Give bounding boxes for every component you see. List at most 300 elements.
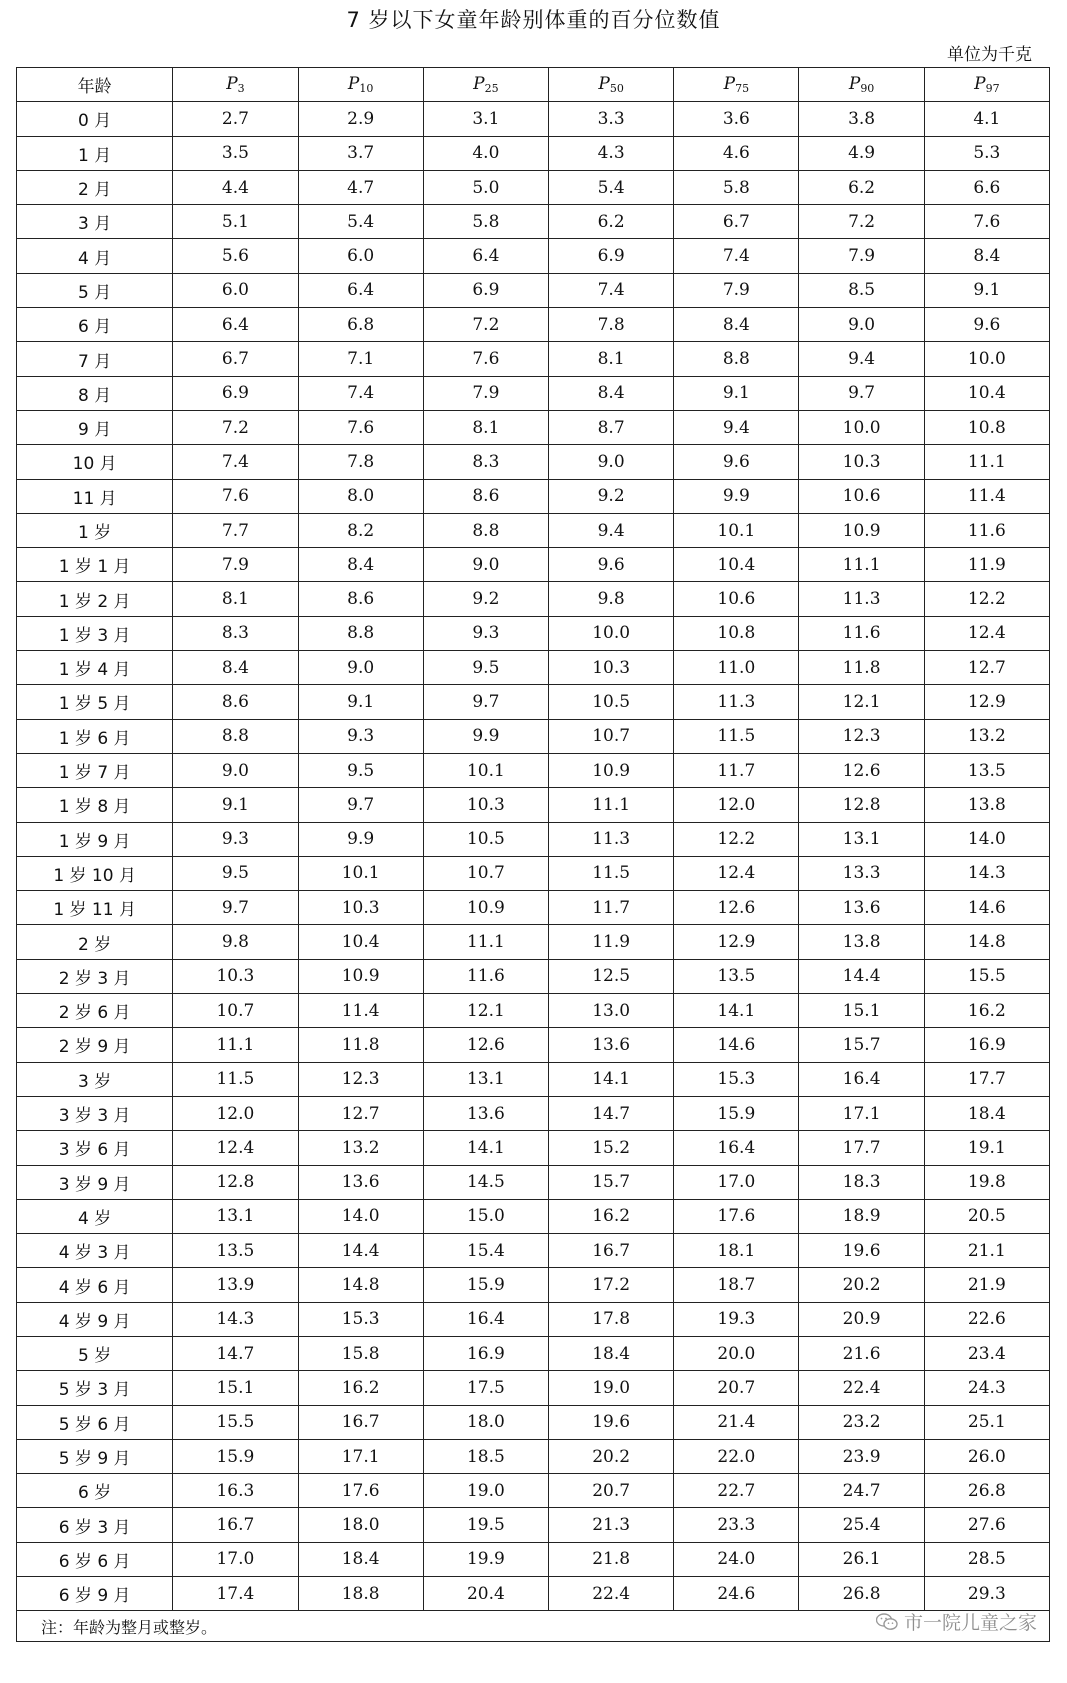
weight-value-cell: 15.4 [423, 1234, 548, 1268]
weight-value-cell: 22.4 [549, 1577, 674, 1611]
weight-value-cell: 8.8 [674, 342, 799, 376]
percentile-column-header [549, 68, 674, 102]
weight-value-cell: 8.4 [298, 548, 423, 582]
weight-value-cell: 7.9 [674, 273, 799, 307]
weight-value-cell: 9.1 [674, 376, 799, 410]
weight-value-cell: 15.9 [674, 1096, 799, 1130]
percentile-subscript: 25 [484, 82, 499, 96]
weight-value-cell: 18.4 [549, 1336, 674, 1370]
table-row [17, 1405, 1050, 1439]
weight-value-cell: 5.4 [549, 170, 674, 204]
weight-value-cell: 11.8 [799, 651, 924, 685]
weight-value-cell: 12.0 [674, 788, 799, 822]
weight-value-cell: 9.9 [674, 479, 799, 513]
table-row [17, 1371, 1050, 1405]
weight-value-cell: 22.6 [924, 1302, 1049, 1336]
weight-value-cell: 6.2 [549, 205, 674, 239]
weight-value-cell: 14.5 [423, 1165, 548, 1199]
weight-value-cell: 9.5 [173, 856, 298, 890]
weight-value-cell: 11.3 [799, 582, 924, 616]
weight-value-cell: 3.7 [298, 136, 423, 170]
percentile-column-header [173, 68, 298, 102]
weight-value-cell: 23.4 [924, 1336, 1049, 1370]
weight-value-cell: 13.1 [173, 1199, 298, 1233]
weight-value-cell: 9.7 [298, 788, 423, 822]
weight-value-cell: 5.4 [298, 205, 423, 239]
age-cell: 1 岁 6 月 [17, 719, 173, 753]
table-row [17, 822, 1050, 856]
weight-value-cell: 22.4 [799, 1371, 924, 1405]
table-row [17, 925, 1050, 959]
weight-value-cell: 20.2 [799, 1268, 924, 1302]
weight-value-cell: 6.2 [799, 170, 924, 204]
table-row [17, 479, 1050, 513]
weight-value-cell: 16.9 [924, 1028, 1049, 1062]
age-cell: 2 岁 [17, 925, 173, 959]
weight-value-cell: 19.9 [423, 1542, 548, 1576]
table-row [17, 273, 1050, 307]
percentile-subscript: 10 [359, 82, 374, 96]
weight-value-cell: 14.8 [924, 925, 1049, 959]
percentile-letter: P [598, 74, 610, 95]
weight-value-cell: 13.5 [173, 1234, 298, 1268]
weight-value-cell: 11.6 [423, 959, 548, 993]
table-row [17, 239, 1050, 273]
weight-value-cell: 17.5 [423, 1371, 548, 1405]
age-cell: 4 岁 3 月 [17, 1234, 173, 1268]
age-cell: 3 岁 9 月 [17, 1165, 173, 1199]
weight-value-cell: 9.5 [423, 651, 548, 685]
table-row [17, 1199, 1050, 1233]
weight-value-cell: 9.1 [173, 788, 298, 822]
weight-value-cell: 10.7 [173, 994, 298, 1028]
weight-value-cell: 5.3 [924, 136, 1049, 170]
weight-value-cell: 11.7 [674, 753, 799, 787]
weight-value-cell: 25.4 [799, 1508, 924, 1542]
percentile-subscript: 50 [609, 82, 624, 96]
weight-value-cell: 10.1 [674, 513, 799, 547]
weight-value-cell: 9.2 [549, 479, 674, 513]
percentile-column-header [924, 68, 1049, 102]
table-body [17, 102, 1050, 1642]
weight-value-cell: 11.9 [549, 925, 674, 959]
age-cell: 3 岁 6 月 [17, 1131, 173, 1165]
weight-value-cell: 9.0 [799, 308, 924, 342]
weight-value-cell: 8.6 [298, 582, 423, 616]
weight-value-cell: 7.6 [173, 479, 298, 513]
weight-value-cell: 6.7 [674, 205, 799, 239]
weight-value-cell: 10.1 [298, 856, 423, 890]
weight-value-cell: 21.4 [674, 1405, 799, 1439]
weight-value-cell: 23.2 [799, 1405, 924, 1439]
table-row [17, 616, 1050, 650]
weight-value-cell: 24.3 [924, 1371, 1049, 1405]
weight-value-cell: 9.6 [549, 548, 674, 582]
weight-value-cell: 5.0 [423, 170, 548, 204]
weight-value-cell: 17.7 [924, 1062, 1049, 1096]
weight-value-cell: 8.4 [549, 376, 674, 410]
table-row [17, 582, 1050, 616]
age-cell: 6 月 [17, 308, 173, 342]
weight-value-cell: 3.1 [423, 102, 548, 136]
weight-value-cell: 16.9 [423, 1336, 548, 1370]
weight-value-cell: 7.8 [298, 445, 423, 479]
weight-value-cell: 10.4 [924, 376, 1049, 410]
weight-value-cell: 12.9 [924, 685, 1049, 719]
weight-value-cell: 18.0 [298, 1508, 423, 1542]
table-row [17, 1028, 1050, 1062]
percentile-column-header [799, 68, 924, 102]
weight-value-cell: 10.9 [423, 891, 548, 925]
weight-value-cell: 12.5 [549, 959, 674, 993]
weight-value-cell: 9.3 [423, 616, 548, 650]
weight-value-cell: 10.9 [799, 513, 924, 547]
weight-value-cell: 19.0 [549, 1371, 674, 1405]
weight-value-cell: 9.0 [423, 548, 548, 582]
weight-value-cell: 11.5 [549, 856, 674, 890]
weight-value-cell: 17.7 [799, 1131, 924, 1165]
weight-value-cell: 22.7 [674, 1474, 799, 1508]
weight-value-cell: 8.4 [674, 308, 799, 342]
weight-value-cell: 11.4 [924, 479, 1049, 513]
weight-value-cell: 8.3 [423, 445, 548, 479]
weight-value-cell: 12.6 [799, 753, 924, 787]
percentile-column-header [674, 68, 799, 102]
weight-value-cell: 17.2 [549, 1268, 674, 1302]
percentile-subscript: 75 [735, 82, 750, 96]
weight-value-cell: 11.3 [674, 685, 799, 719]
weight-value-cell: 9.3 [173, 822, 298, 856]
weight-value-cell: 10.3 [423, 788, 548, 822]
weight-value-cell: 7.4 [674, 239, 799, 273]
weight-value-cell: 10.8 [674, 616, 799, 650]
weight-value-cell: 3.6 [674, 102, 799, 136]
weight-value-cell: 7.6 [298, 410, 423, 444]
weight-value-cell: 13.1 [799, 822, 924, 856]
weight-value-cell: 9.6 [924, 308, 1049, 342]
weight-value-cell: 12.1 [799, 685, 924, 719]
age-cell: 0 月 [17, 102, 173, 136]
weight-value-cell: 16.3 [173, 1474, 298, 1508]
weight-value-cell: 21.1 [924, 1234, 1049, 1268]
weight-value-cell: 13.6 [799, 891, 924, 925]
age-cell: 1 岁 [17, 513, 173, 547]
weight-value-cell: 8.6 [423, 479, 548, 513]
table-row [17, 1234, 1050, 1268]
weight-value-cell: 19.1 [924, 1131, 1049, 1165]
weight-value-cell: 16.7 [173, 1508, 298, 1542]
weight-value-cell: 14.1 [423, 1131, 548, 1165]
weight-value-cell: 12.3 [799, 719, 924, 753]
weight-value-cell: 12.4 [173, 1131, 298, 1165]
weight-value-cell: 12.6 [423, 1028, 548, 1062]
weight-value-cell: 19.6 [549, 1405, 674, 1439]
age-cell: 1 月 [17, 136, 173, 170]
weight-value-cell: 19.0 [423, 1474, 548, 1508]
weight-percentile-table [16, 67, 1050, 1642]
weight-value-cell: 9.0 [549, 445, 674, 479]
percentile-letter: P [723, 74, 736, 95]
weight-value-cell: 17.8 [549, 1302, 674, 1336]
weight-value-cell: 20.4 [423, 1577, 548, 1611]
weight-value-cell: 7.2 [423, 308, 548, 342]
weight-value-cell: 19.8 [924, 1165, 1049, 1199]
weight-value-cell: 6.7 [173, 342, 298, 376]
weight-value-cell: 9.4 [549, 513, 674, 547]
age-cell: 3 月 [17, 205, 173, 239]
table-row [17, 651, 1050, 685]
weight-value-cell: 15.5 [924, 959, 1049, 993]
age-cell: 1 岁 11 月 [17, 891, 173, 925]
weight-value-cell: 17.1 [298, 1439, 423, 1473]
weight-value-cell: 12.0 [173, 1096, 298, 1130]
weight-value-cell: 15.0 [423, 1199, 548, 1233]
weight-value-cell: 4.1 [924, 102, 1049, 136]
weight-value-cell: 10.0 [924, 342, 1049, 376]
weight-value-cell: 12.3 [298, 1062, 423, 1096]
table-row [17, 1474, 1050, 1508]
weight-value-cell: 9.1 [298, 685, 423, 719]
weight-value-cell: 11.0 [674, 651, 799, 685]
age-cell: 3 岁 3 月 [17, 1096, 173, 1130]
weight-value-cell: 9.6 [674, 445, 799, 479]
weight-value-cell: 10.4 [298, 925, 423, 959]
table-row [17, 994, 1050, 1028]
weight-value-cell: 20.2 [549, 1439, 674, 1473]
weight-value-cell: 8.6 [173, 685, 298, 719]
percentile-letter: P [848, 74, 861, 95]
weight-value-cell: 4.3 [549, 136, 674, 170]
weight-value-cell: 13.2 [924, 719, 1049, 753]
weight-value-cell: 24.0 [674, 1542, 799, 1576]
weight-value-cell: 5.6 [173, 239, 298, 273]
watermark-text: 市一院儿童之家 [903, 1612, 1037, 1635]
weight-value-cell: 13.9 [173, 1268, 298, 1302]
age-cell: 1 岁 9 月 [17, 822, 173, 856]
weight-value-cell: 8.8 [173, 719, 298, 753]
table-row [17, 1577, 1050, 1611]
weight-value-cell: 16.7 [298, 1405, 423, 1439]
weight-value-cell: 14.1 [549, 1062, 674, 1096]
weight-value-cell: 5.8 [674, 170, 799, 204]
weight-value-cell: 4.6 [674, 136, 799, 170]
weight-value-cell: 6.0 [173, 273, 298, 307]
table-row [17, 205, 1050, 239]
weight-value-cell: 21.6 [799, 1336, 924, 1370]
weight-value-cell: 9.8 [549, 582, 674, 616]
weight-value-cell: 3.5 [173, 136, 298, 170]
weight-value-cell: 6.9 [423, 273, 548, 307]
age-cell: 4 月 [17, 239, 173, 273]
weight-value-cell: 19.5 [423, 1508, 548, 1542]
age-cell: 6 岁 6 月 [17, 1542, 173, 1576]
table-row [17, 513, 1050, 547]
weight-value-cell: 16.2 [298, 1371, 423, 1405]
table-row [17, 1542, 1050, 1576]
age-cell: 1 岁 2 月 [17, 582, 173, 616]
weight-value-cell: 6.0 [298, 239, 423, 273]
weight-value-cell: 10.3 [799, 445, 924, 479]
weight-value-cell: 25.1 [924, 1405, 1049, 1439]
weight-value-cell: 17.4 [173, 1577, 298, 1611]
weight-value-cell: 11.1 [423, 925, 548, 959]
weight-value-cell: 7.1 [298, 342, 423, 376]
weight-value-cell: 2.7 [173, 102, 298, 136]
weight-value-cell: 13.1 [423, 1062, 548, 1096]
weight-value-cell: 10.3 [298, 891, 423, 925]
weight-value-cell: 18.9 [799, 1199, 924, 1233]
weight-value-cell: 7.9 [173, 548, 298, 582]
weight-value-cell: 9.9 [423, 719, 548, 753]
percentile-subscript: 97 [985, 82, 1000, 96]
weight-value-cell: 15.2 [549, 1131, 674, 1165]
table-row [17, 1096, 1050, 1130]
weight-value-cell: 16.4 [799, 1062, 924, 1096]
weight-value-cell: 17.1 [799, 1096, 924, 1130]
age-cell: 1 岁 5 月 [17, 685, 173, 719]
table-row [17, 342, 1050, 376]
weight-value-cell: 7.4 [173, 445, 298, 479]
weight-value-cell: 18.4 [924, 1096, 1049, 1130]
age-cell: 3 岁 [17, 1062, 173, 1096]
table-row [17, 376, 1050, 410]
age-cell: 1 岁 7 月 [17, 753, 173, 787]
weight-value-cell: 10.0 [549, 616, 674, 650]
weight-value-cell: 18.0 [423, 1405, 548, 1439]
weight-value-cell: 8.1 [423, 410, 548, 444]
table-note: 注：年龄为整月或整岁。 [41, 1617, 218, 1637]
weight-value-cell: 10.8 [924, 410, 1049, 444]
table-row [17, 1131, 1050, 1165]
weight-value-cell: 10.7 [549, 719, 674, 753]
weight-value-cell: 14.6 [674, 1028, 799, 1062]
weight-value-cell: 12.8 [173, 1165, 298, 1199]
weight-value-cell: 14.7 [549, 1096, 674, 1130]
weight-value-cell: 9.7 [799, 376, 924, 410]
weight-value-cell: 17.6 [674, 1199, 799, 1233]
weight-value-cell: 16.4 [674, 1131, 799, 1165]
weight-value-cell: 15.3 [674, 1062, 799, 1096]
table-row [17, 1508, 1050, 1542]
weight-value-cell: 14.4 [799, 959, 924, 993]
weight-value-cell: 11.1 [173, 1028, 298, 1062]
percentile-subscript: 90 [860, 82, 875, 96]
age-cell: 2 岁 9 月 [17, 1028, 173, 1062]
percentile-column-header [298, 68, 423, 102]
weight-value-cell: 2.9 [298, 102, 423, 136]
age-cell: 1 岁 1 月 [17, 548, 173, 582]
age-cell: 10 月 [17, 445, 173, 479]
table-row [17, 1062, 1050, 1096]
weight-value-cell: 12.7 [924, 651, 1049, 685]
weight-value-cell: 20.9 [799, 1302, 924, 1336]
age-cell: 1 岁 10 月 [17, 856, 173, 890]
weight-value-cell: 15.8 [298, 1336, 423, 1370]
weight-value-cell: 12.6 [674, 891, 799, 925]
table-row [17, 685, 1050, 719]
weight-value-cell: 5.1 [173, 205, 298, 239]
weight-value-cell: 26.8 [924, 1474, 1049, 1508]
table-row [17, 1165, 1050, 1199]
weight-value-cell: 9.0 [173, 753, 298, 787]
age-cell: 8 月 [17, 376, 173, 410]
weight-value-cell: 17.6 [298, 1474, 423, 1508]
weight-value-cell: 10.6 [799, 479, 924, 513]
weight-value-cell: 26.1 [799, 1542, 924, 1576]
percentile-letter: P [974, 74, 986, 95]
weight-value-cell: 12.4 [674, 856, 799, 890]
weight-value-cell: 7.6 [423, 342, 548, 376]
page-title: 7 岁以下女童年龄别体重的百分位数值 [346, 8, 721, 32]
weight-value-cell: 18.7 [674, 1268, 799, 1302]
weight-value-cell: 8.4 [924, 239, 1049, 273]
weight-value-cell: 14.4 [298, 1234, 423, 1268]
weight-value-cell: 12.9 [674, 925, 799, 959]
weight-value-cell: 9.2 [423, 582, 548, 616]
weight-value-cell: 11.1 [799, 548, 924, 582]
weight-value-cell: 17.0 [173, 1542, 298, 1576]
weight-value-cell: 8.8 [423, 513, 548, 547]
weight-value-cell: 13.3 [799, 856, 924, 890]
weight-value-cell: 9.4 [674, 410, 799, 444]
weight-value-cell: 9.7 [423, 685, 548, 719]
note-row [17, 1611, 1050, 1642]
weight-value-cell: 8.0 [298, 479, 423, 513]
weight-value-cell: 14.1 [674, 994, 799, 1028]
weight-value-cell: 14.0 [298, 1199, 423, 1233]
weight-value-cell: 13.6 [423, 1096, 548, 1130]
weight-value-cell: 11.4 [298, 994, 423, 1028]
weight-value-cell: 18.3 [799, 1165, 924, 1199]
table-header-row [17, 68, 1050, 102]
table-row [17, 1439, 1050, 1473]
weight-value-cell: 16.4 [423, 1302, 548, 1336]
age-column-header: 年龄 [17, 68, 173, 102]
weight-value-cell: 15.9 [423, 1268, 548, 1302]
weight-value-cell: 21.9 [924, 1268, 1049, 1302]
weight-value-cell: 13.6 [298, 1165, 423, 1199]
weight-value-cell: 3.3 [549, 102, 674, 136]
weight-value-cell: 11.5 [674, 719, 799, 753]
weight-value-cell: 13.5 [924, 753, 1049, 787]
weight-value-cell: 9.0 [298, 651, 423, 685]
weight-value-cell: 12.8 [799, 788, 924, 822]
weight-value-cell: 21.8 [549, 1542, 674, 1576]
weight-value-cell: 6.4 [173, 308, 298, 342]
weight-value-cell: 6.9 [549, 239, 674, 273]
weight-value-cell: 6.9 [173, 376, 298, 410]
weight-value-cell: 6.4 [423, 239, 548, 273]
weight-value-cell: 7.4 [298, 376, 423, 410]
weight-value-cell: 7.8 [549, 308, 674, 342]
age-cell: 7 月 [17, 342, 173, 376]
weight-value-cell: 7.9 [799, 239, 924, 273]
weight-value-cell: 10.9 [298, 959, 423, 993]
age-cell: 6 岁 3 月 [17, 1508, 173, 1542]
weight-value-cell: 4.0 [423, 136, 548, 170]
weight-value-cell: 7.7 [173, 513, 298, 547]
weight-value-cell: 13.8 [799, 925, 924, 959]
weight-value-cell: 15.5 [173, 1405, 298, 1439]
weight-value-cell: 18.4 [298, 1542, 423, 1576]
weight-value-cell: 9.9 [298, 822, 423, 856]
weight-value-cell: 5.8 [423, 205, 548, 239]
age-cell: 5 岁 3 月 [17, 1371, 173, 1405]
weight-value-cell: 8.1 [549, 342, 674, 376]
age-cell: 5 岁 9 月 [17, 1439, 173, 1473]
weight-value-cell: 11.6 [924, 513, 1049, 547]
weight-value-cell: 20.0 [674, 1336, 799, 1370]
